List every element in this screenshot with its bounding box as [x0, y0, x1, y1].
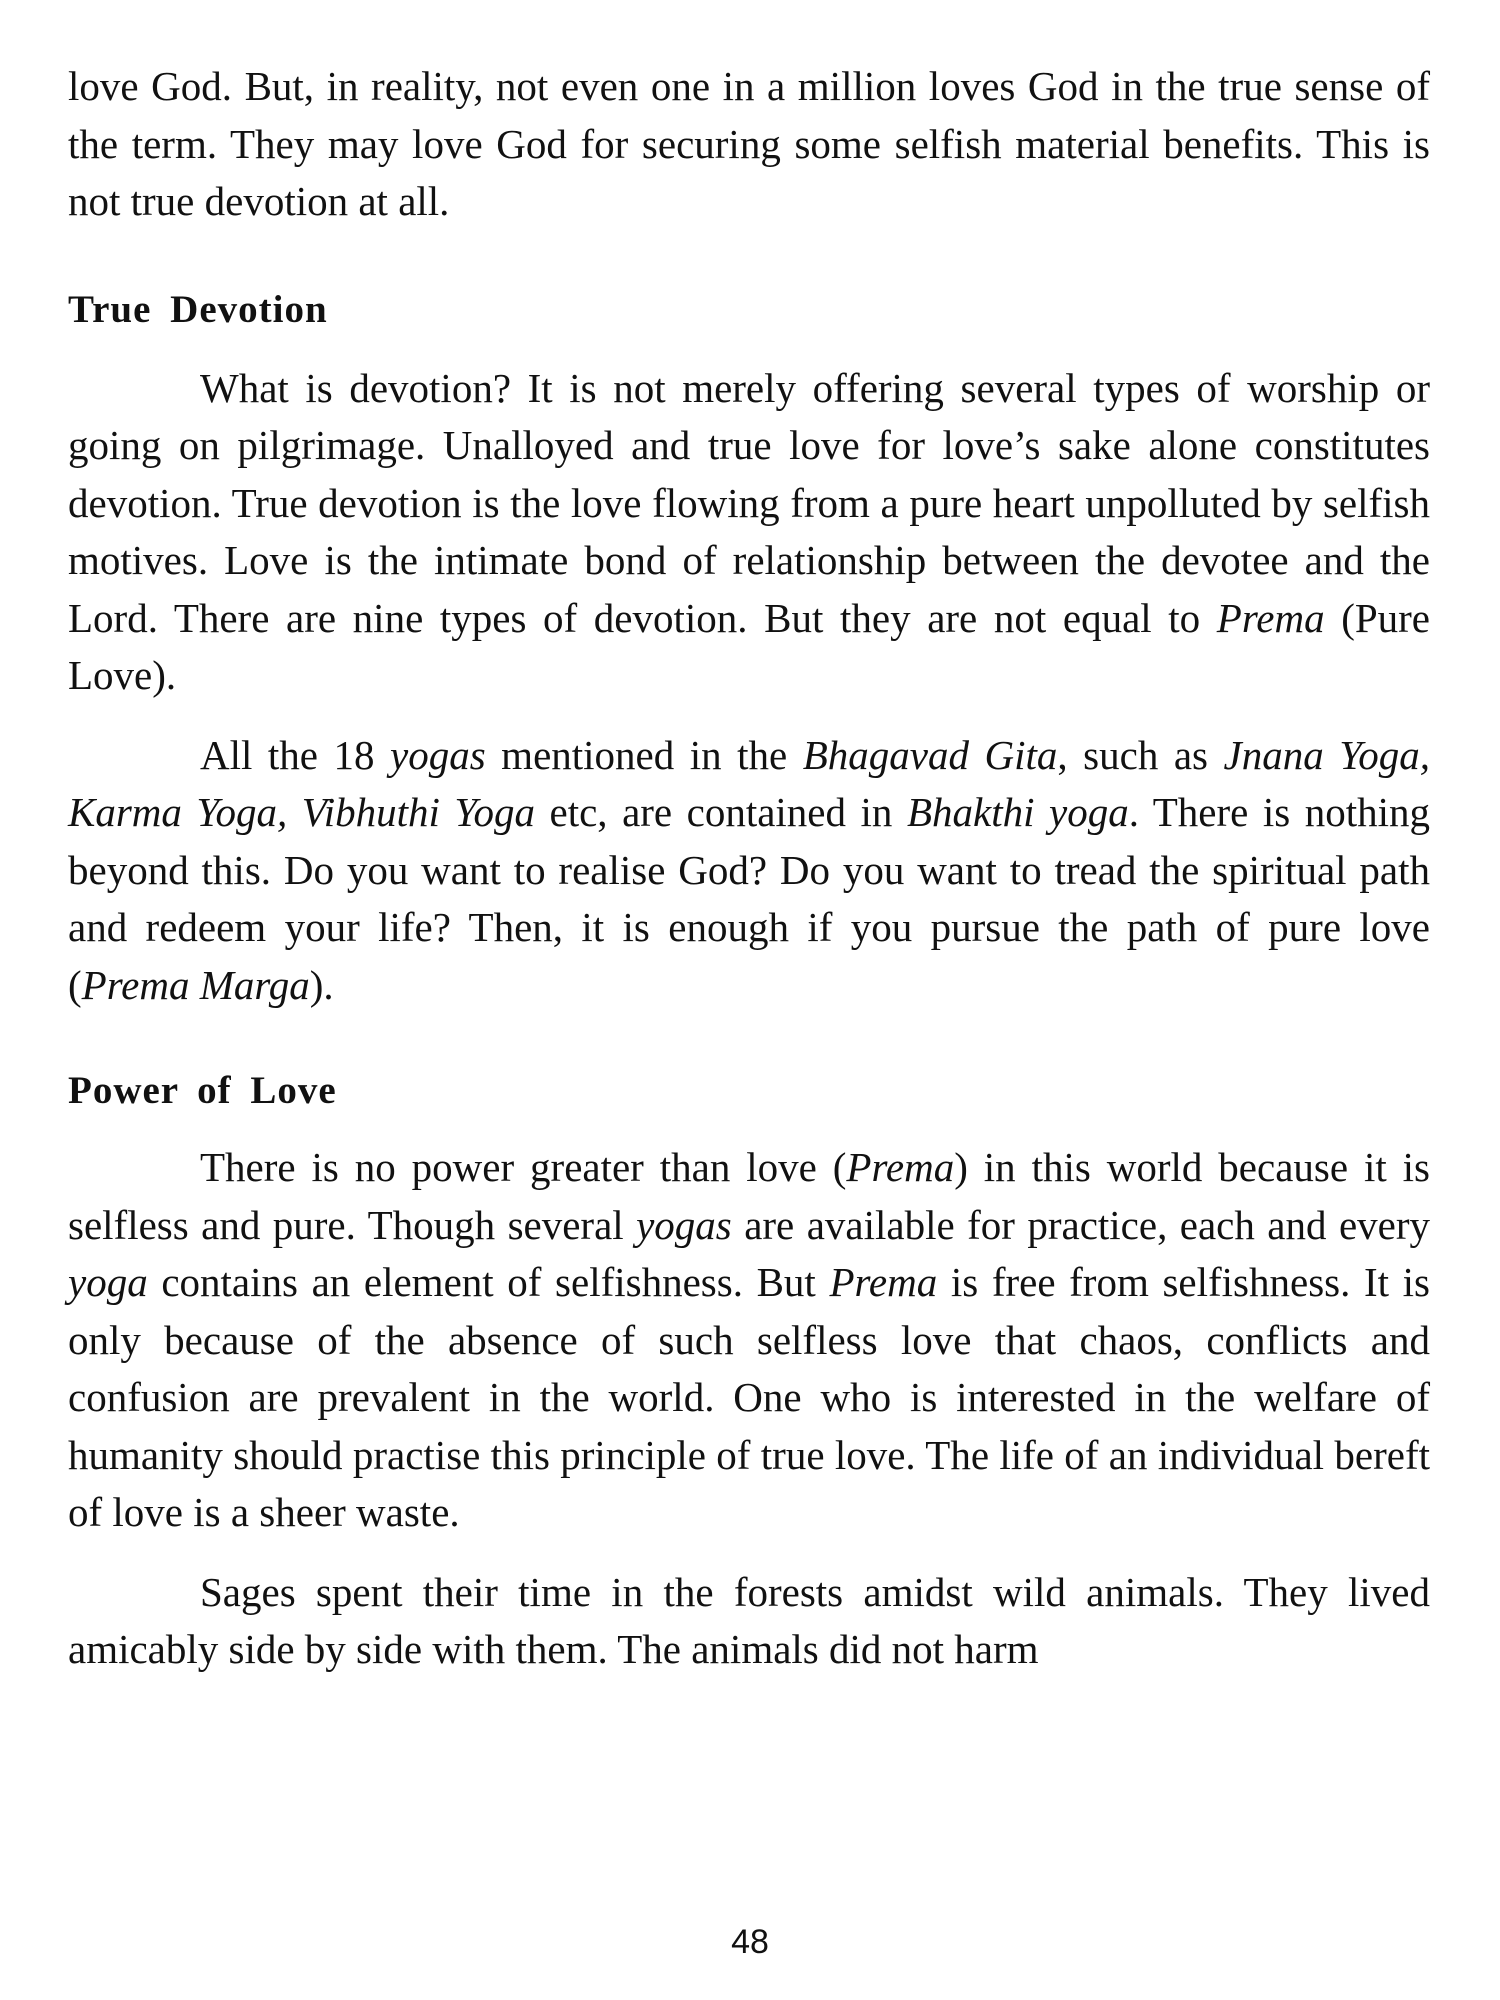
page-body	[68, 58, 1430, 1679]
text-run: etc, are contained in	[534, 789, 907, 835]
paragraph-intro: love God. But, in reality, not even one in a million loves God in the true sense of the term. They may love God for securing some selfish material benefits. This is not true devotion at all.	[68, 63, 1430, 224]
paragraph-sages: Sages spent their time in the forests amidst wild animals. They lived amicably side by side with them. The animals did not harm	[68, 1568, 1430, 1672]
paragraph-power-of-love	[68, 1139, 1430, 1542]
page-number: 48	[731, 1923, 769, 1961]
italic-term-prema: Prema	[846, 1144, 955, 1190]
italic-term-yoga-list: Jnana Yoga, Karma Yoga, Vibhuthi Yoga	[68, 731, 1431, 835]
text-run: are available for practice, each and every	[731, 1201, 1430, 1248]
text-run: mentioned in the	[485, 731, 803, 778]
text-run: , such as	[1057, 731, 1224, 778]
italic-term-yogas: yogas	[636, 1201, 732, 1248]
text-run: ).	[309, 961, 334, 1008]
text-run: (Pure Love).	[68, 594, 1430, 698]
text-run: There is no power greater than love (	[200, 1144, 847, 1190]
text-run: is free from selfishness. It is only because of the absence of such selfless love that chaos, conflicts and confusion are prevalent in the world. One who is interested in the welfare of humanity should practise this principle of true love. The life of an individual bereft of love is a sheer waste.	[68, 1259, 1430, 1535]
text-run: What is devotion? It is not merely offering several types of worship or going on pilgrimage. Unalloyed and true love for love’s sake alone constitutes devotion. True devotion is the love flowing from a pure heart unpolluted by selfish motives. Love is the intimate bond of relationship between the devotee and the Lord. There are nine types of devotion. But they are not equal to	[68, 364, 1430, 641]
heading-power-of-love: Power of Love	[68, 1069, 337, 1112]
text-run: All the 18	[200, 731, 391, 778]
italic-term-yoga: yoga	[68, 1259, 148, 1305]
italic-term-yogas: yogas	[390, 731, 486, 778]
text-run: ) in this world because it is selfless and pure. Though several	[68, 1144, 1431, 1248]
italic-term-prema: Prema	[1216, 594, 1325, 641]
paragraph-eighteen-yogas	[68, 727, 1430, 1015]
italic-term-bhagavad-gita: Bhagavad Gita	[802, 731, 1058, 778]
text-run: . There is nothing beyond this. Do you want to realise God? Do you want to tread the spiritual path and redeem your life? Then, it is enough if you pursue the path of pure love (	[68, 789, 1430, 1008]
paragraph-what-is-devotion	[68, 360, 1430, 705]
italic-term-prema: Prema	[829, 1259, 938, 1305]
heading-true-devotion: True Devotion	[68, 287, 328, 331]
italic-term-prema-marga: Prema Marga	[81, 961, 310, 1008]
text-run: contains an element of selfishness. But	[147, 1259, 830, 1305]
italic-term-bhakthi-yoga: Bhakthi yoga	[906, 789, 1129, 835]
